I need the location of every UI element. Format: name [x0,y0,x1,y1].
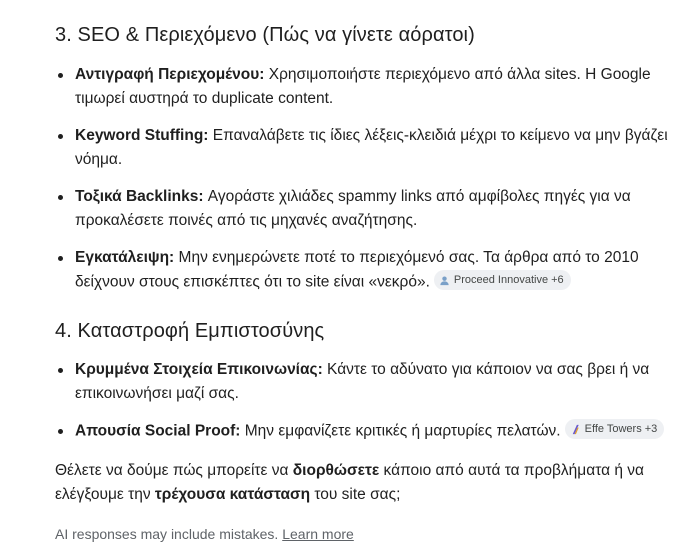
item-text: Αγοράστε χιλιάδες spammy links από αμφίβολες πηγές για να προκαλέσετε ποινές από τις μηχανές αναζήτησης. [75,188,631,229]
person-icon [439,275,450,286]
list-item [55,246,694,295]
closing-text: Θέλετε να δούμε πώς μπορείτε να [55,462,293,479]
closing-text: κάποιο από αυτά τα προβλήματα ή να ελέγξουμε την [55,462,645,503]
list-item [55,63,694,111]
item-term: Αντιγραφή Περιεχομένου: [75,66,265,83]
item-text: Χρησιμοποιήστε περιεχόμενο από άλλα sites. Η Google τιμωρεί αυστηρά το duplicate content. [75,66,651,107]
closing-paragraph [55,459,685,507]
item-term: Εγκατάλειψη: [75,249,175,266]
source-chip[interactable] [434,270,571,290]
disclaimer-text: AI responses may include mistakes. [55,526,283,542]
list-item [55,185,694,233]
source-chip[interactable] [565,419,665,439]
item-text: Μην εμφανίζετε κριτικές ή μαρτυρίες πελατών. [240,422,561,440]
section-title-seo: 3. SEO & Περιεχόμενο (Πώς να γίνετε αόρατοι) [55,24,475,46]
item-term: Τοξικά Backlinks: [75,188,204,205]
section-title-trust: 4. Καταστροφή Εμπιστοσύνης [55,320,325,342]
disclaimer [55,526,354,542]
source-chip-label: Effe Towers +3 [584,423,658,435]
item-text: Μην ενημερώνετε ποτέ το περιεχόμενό σας. Τα άρθρα από το 2010 δείχνουν στους επισκέπτες ότι το site είναι «νεκρό». [75,249,639,291]
list-item [55,419,694,444]
list-item [55,124,694,172]
source-chip-label: Proceed Innovative +6 [453,274,564,286]
list-trust [55,358,694,457]
closing-bold: τρέχουσα κατάσταση [154,486,311,503]
logo-icon [570,424,581,435]
list-item [55,358,694,406]
item-term: Απουσία Social Proof: [75,422,241,440]
item-term: Keyword Stuffing: [75,127,209,144]
item-text: Επαναλάβετε τις ίδιες λέξεις-κλειδιά μέχρι το κείμενο να μην βγάζει νόημα. [75,127,668,168]
closing-bold: διορθώσετε [292,462,380,479]
item-term: Κρυμμένα Στοιχεία Επικοινωνίας: [75,361,323,378]
learn-more-link[interactable]: Learn more [282,526,354,542]
closing-text: του site σας; [310,486,401,503]
item-text: Κάντε το αδύνατο για κάποιον να σας βρει ή να επικοινωνήσει μαζί σας. [75,361,650,402]
list-seo [55,63,694,308]
